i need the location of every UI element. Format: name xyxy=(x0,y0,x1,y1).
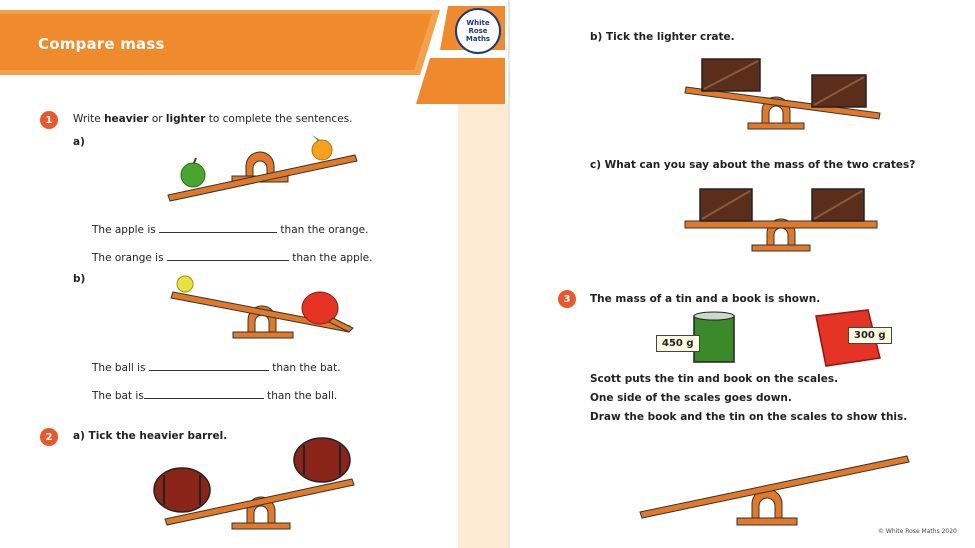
question-1-badge: 1 xyxy=(40,111,58,129)
page-divider xyxy=(508,0,510,548)
header-banner-graphic xyxy=(0,0,510,110)
sentence-start: The apple is xyxy=(92,224,156,236)
sentence-apple xyxy=(92,222,368,236)
seesaw-crates-balanced xyxy=(680,185,890,255)
answer-blank-4[interactable] xyxy=(144,388,264,399)
answer-blank-3[interactable] xyxy=(149,360,269,371)
white-rose-maths-logo xyxy=(455,8,501,54)
question-3-prompt: The mass of a tin and a book is shown. xyxy=(590,293,821,305)
word-heavier: heavier xyxy=(104,113,149,125)
tin-mass-label: 450 g xyxy=(656,335,700,352)
sentence-start: The bat is xyxy=(92,390,144,402)
q3-instruction-1: Scott puts the tin and book on the scales. xyxy=(590,373,839,385)
copyright: © White Rose Maths 2020 xyxy=(878,528,957,535)
book-mass-label: 300 g xyxy=(848,327,892,344)
seesaw-empty[interactable] xyxy=(635,450,915,530)
logo-line-1: White xyxy=(466,19,490,27)
question-2a-prompt: a) Tick the heavier barrel. xyxy=(73,430,228,442)
seesaw-ball-bat xyxy=(165,270,365,350)
crate-left-icon xyxy=(700,189,752,221)
apple-icon xyxy=(181,158,205,187)
orange-icon xyxy=(312,135,332,160)
seesaw-apple-orange xyxy=(160,130,360,210)
sentence-bat xyxy=(92,388,337,402)
page-title: Compare mass xyxy=(38,35,165,53)
sentence-end: than the ball. xyxy=(267,390,338,402)
seesaw-crates-tilted xyxy=(680,55,890,135)
crate-right-icon xyxy=(812,189,864,221)
logo-line-3: Maths xyxy=(465,35,491,43)
answer-blank-2[interactable] xyxy=(167,250,289,261)
answer-blank-1[interactable] xyxy=(159,222,277,233)
crate-right-icon xyxy=(812,75,866,107)
word-lighter: lighter xyxy=(165,113,206,125)
sentence-orange xyxy=(92,250,372,264)
question-2-badge: 2 xyxy=(40,428,58,446)
q3-instruction-3: Draw the book and the tin on the scales to show this. xyxy=(590,411,908,423)
question-2c-prompt: c) What can you say about the mass of the two crates? xyxy=(590,159,916,171)
question-2b-prompt: b) Tick the lighter crate. xyxy=(590,31,735,43)
question-1-prompt xyxy=(73,113,352,125)
question-1a-label: a) xyxy=(73,136,85,148)
prompt-text: to complete the sentences. xyxy=(205,113,353,125)
barrel-right-icon xyxy=(294,438,350,482)
seesaw-barrels xyxy=(150,435,360,535)
prompt-text: or xyxy=(148,113,166,125)
question-1b-label: b) xyxy=(73,273,86,285)
margin-strip xyxy=(458,104,508,548)
crate-left-icon xyxy=(702,59,760,91)
sentence-ball xyxy=(92,360,341,374)
seesaw-plank xyxy=(685,221,877,228)
question-3-badge: 3 xyxy=(558,290,576,308)
prompt-text: Write xyxy=(73,113,105,125)
sentence-end: than the apple. xyxy=(292,252,373,264)
sentence-end: than the bat. xyxy=(272,362,341,374)
ball-icon xyxy=(177,276,193,292)
q3-instruction-2: One side of the scales goes down. xyxy=(590,392,792,404)
sentence-start: The orange is xyxy=(92,252,164,264)
sentence-start: The ball is xyxy=(92,362,146,374)
barrel-left-icon xyxy=(154,468,210,512)
sentence-end: than the orange. xyxy=(280,224,369,236)
logo-line-2: Rose xyxy=(468,27,488,35)
